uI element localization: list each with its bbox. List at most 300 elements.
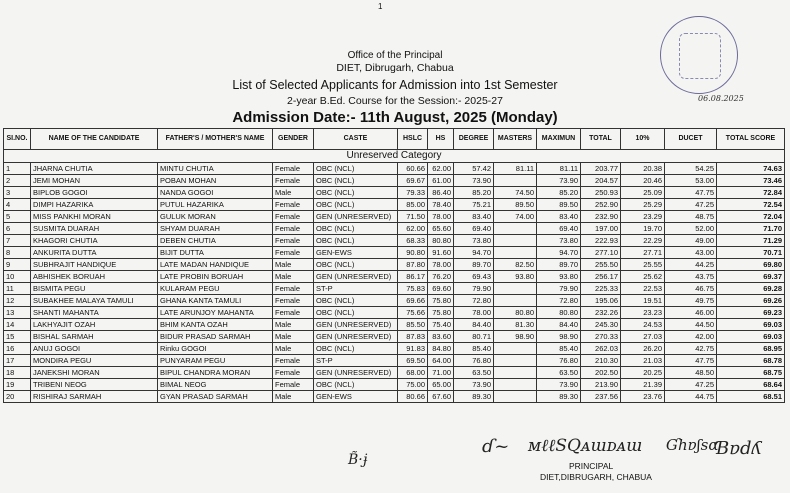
table-cell: BIMAL NEOG (158, 379, 273, 391)
table-row (4, 379, 785, 391)
table-cell: Female (273, 235, 314, 247)
table-cell: Male (273, 271, 314, 283)
table-cell: 73.90 (537, 175, 581, 187)
table-cell (494, 235, 537, 247)
table-cell: Female (273, 307, 314, 319)
table-cell: 52.00 (665, 223, 717, 235)
table-cell: 210.30 (581, 355, 621, 367)
table-cell: Rinku GOGOI (158, 343, 273, 355)
table-header-row (4, 129, 785, 150)
table-cell: PUTUL HAZARIKA (158, 199, 273, 211)
table-cell: BIPLOB GOGOI (31, 187, 158, 199)
table-cell: OBC (NCL) (314, 343, 398, 355)
table-cell: 16 (4, 343, 31, 355)
table-cell: 80.66 (398, 391, 428, 403)
table-cell: 270.33 (581, 331, 621, 343)
table-cell: JANEKSHI MORAN (31, 367, 158, 379)
table-cell: 73.46 (717, 175, 785, 187)
column-header: DEGREE (454, 129, 494, 150)
table-cell: 98.90 (494, 331, 537, 343)
table-cell: 69.37 (717, 271, 785, 283)
column-header: MAXIMUN (537, 129, 581, 150)
table-cell: 277.10 (581, 247, 621, 259)
table-row (4, 175, 785, 187)
table-cell: LAKHYAJIT OZAH (31, 319, 158, 331)
table-cell: 222.93 (581, 235, 621, 247)
table-cell: 73.90 (454, 175, 494, 187)
table-cell: 64.00 (428, 355, 454, 367)
table-cell: 65.60 (428, 223, 454, 235)
table-cell: 24.53 (621, 319, 665, 331)
table-cell: 87.80 (398, 259, 428, 271)
table-cell: 85.00 (398, 199, 428, 211)
table-cell: 63.50 (454, 367, 494, 379)
institution-title: DIET, Dibrugarh, Chabua (336, 62, 454, 74)
table-cell: 71.29 (717, 235, 785, 247)
table-cell: GEN (UNRESERVED) (314, 211, 398, 223)
table-cell: 44.75 (665, 391, 717, 403)
table-cell: 72.80 (537, 295, 581, 307)
table-cell: PUNYARAM PEGU (158, 355, 273, 367)
table-cell: OBC (NCL) (314, 187, 398, 199)
table-cell: 43.00 (665, 247, 717, 259)
table-cell: 27.03 (621, 331, 665, 343)
table-cell: 19.51 (621, 295, 665, 307)
table-cell: 68.51 (717, 391, 785, 403)
table-cell (494, 355, 537, 367)
table-cell: 25.62 (621, 271, 665, 283)
table-cell: SUBAKHEE MALAYA TAMULI (31, 295, 158, 307)
table-cell: BISMITA PEGU (31, 283, 158, 295)
table-cell: 202.50 (581, 367, 621, 379)
table-cell: OBC (NCL) (314, 259, 398, 271)
table-cell: 21.39 (621, 379, 665, 391)
table-cell: 85.20 (537, 187, 581, 199)
table-cell: OBC (NCL) (314, 199, 398, 211)
table-cell: 250.93 (581, 187, 621, 199)
table-cell: GYAN PRASAD SARMAH (158, 391, 273, 403)
table-cell: GEN-EWS (314, 247, 398, 259)
table-row (4, 295, 785, 307)
table-cell: SUBHRAJIT HANDIQUE (31, 259, 158, 271)
table-cell: MISS PANKHI MORAN (31, 211, 158, 223)
table-cell: 78.00 (428, 211, 454, 223)
course-title: 2-year B.Ed. Course for the Session:- 2025-27 (287, 95, 503, 107)
table-cell: BIJIT DUTTA (158, 247, 273, 259)
table-cell: GULUK MORAN (158, 211, 273, 223)
table-cell: 72.54 (717, 199, 785, 211)
table-cell: 23.29 (621, 211, 665, 223)
table-cell: LATE ARUNJOY MAHANTA (158, 307, 273, 319)
table-cell: Female (273, 175, 314, 187)
signature-2: ɗ~ (482, 436, 510, 457)
table-row (4, 391, 785, 403)
table-cell: 5 (4, 211, 31, 223)
table-cell: 60.66 (398, 163, 428, 175)
table-cell: 78.00 (428, 259, 454, 271)
table-cell: 6 (4, 223, 31, 235)
table-cell: 71.00 (428, 367, 454, 379)
table-cell: 262.03 (581, 343, 621, 355)
table-cell: 78.00 (454, 307, 494, 319)
table-cell: 69.60 (428, 283, 454, 295)
table-cell: Female (273, 295, 314, 307)
table-row (4, 259, 785, 271)
table-cell: 87.83 (398, 331, 428, 343)
table-cell: 25.09 (621, 187, 665, 199)
table-cell: KULARAM PEGU (158, 283, 273, 295)
table-row (4, 223, 785, 235)
table-cell: 69.26 (717, 295, 785, 307)
table-cell: 98.90 (537, 331, 581, 343)
table-cell: 19 (4, 379, 31, 391)
table-cell: 22.29 (621, 235, 665, 247)
table-cell: NANDA GOGOI (158, 187, 273, 199)
table-row (4, 283, 785, 295)
table-cell: 69.40 (537, 223, 581, 235)
table-cell: ANUJ GOGOI (31, 343, 158, 355)
category-label: Unreserved Category (4, 150, 785, 163)
table-cell: MINTU CHUTIA (158, 163, 273, 175)
table-cell: 73.80 (454, 235, 494, 247)
table-cell: Male (273, 259, 314, 271)
table-row (4, 355, 785, 367)
table-cell: TRIBENI NEOG (31, 379, 158, 391)
column-header: TOTAL SCORE (717, 129, 785, 150)
table-cell: 195.06 (581, 295, 621, 307)
table-cell: Female (273, 163, 314, 175)
table-cell: 18 (4, 367, 31, 379)
table-cell: 80.80 (537, 307, 581, 319)
signature-5: Ɓɐdʎ (716, 438, 762, 459)
table-cell: 44.50 (665, 319, 717, 331)
table-row (4, 271, 785, 283)
table-cell: Male (273, 187, 314, 199)
table-cell: 203.77 (581, 163, 621, 175)
column-header: GENDER (273, 129, 314, 150)
table-cell: 47.75 (665, 355, 717, 367)
table-cell: 72.80 (454, 295, 494, 307)
table-cell: 73.90 (454, 379, 494, 391)
table-cell: 93.80 (494, 271, 537, 283)
table-cell: 67.60 (428, 391, 454, 403)
table-cell: 75.00 (398, 379, 428, 391)
table-cell (494, 379, 537, 391)
table-cell: RISHIRAJ SARMAH (31, 391, 158, 403)
table-cell: 75.83 (398, 283, 428, 295)
table-row (4, 211, 785, 223)
table-cell: 76.80 (454, 355, 494, 367)
table-cell: 72.84 (717, 187, 785, 199)
table-cell: 85.20 (454, 187, 494, 199)
table-cell: 53.00 (665, 175, 717, 187)
table-cell: 85.50 (398, 319, 428, 331)
table-cell: 84.80 (428, 343, 454, 355)
table-cell: 89.50 (494, 199, 537, 211)
table-cell: 83.40 (537, 211, 581, 223)
table-cell (494, 367, 537, 379)
table-cell: OBC (NCL) (314, 235, 398, 247)
table-cell: 74.63 (717, 163, 785, 175)
table-row (4, 367, 785, 379)
table-cell: 76.20 (428, 271, 454, 283)
table-cell: 48.50 (665, 367, 717, 379)
table-cell: 232.26 (581, 307, 621, 319)
table-cell: SHANTI MAHANTA (31, 307, 158, 319)
table-cell: KHAGORI CHUTIA (31, 235, 158, 247)
table-cell: 69.40 (454, 223, 494, 235)
table-cell: 68.00 (398, 367, 428, 379)
table-cell: 69.67 (398, 175, 428, 187)
table-cell: 91.83 (398, 343, 428, 355)
table-cell: 27.71 (621, 247, 665, 259)
table-cell: 8 (4, 247, 31, 259)
table-cell: Female (273, 223, 314, 235)
table-cell: 75.66 (398, 307, 428, 319)
table-cell: 9 (4, 259, 31, 271)
table-cell: 7 (4, 235, 31, 247)
table-cell: 71.50 (398, 211, 428, 223)
table-cell: 48.75 (665, 211, 717, 223)
table-cell: GHANA KANTA TAMULI (158, 295, 273, 307)
table-cell: 17 (4, 355, 31, 367)
table-cell: Female (273, 355, 314, 367)
table-cell: 69.23 (717, 307, 785, 319)
table-cell: 75.80 (428, 295, 454, 307)
table-cell: 245.30 (581, 319, 621, 331)
table-cell: 15 (4, 331, 31, 343)
office-title: Office of the Principal (347, 50, 443, 61)
table-cell: 69.80 (717, 259, 785, 271)
office-seal-stamp (660, 16, 738, 94)
table-cell: JEMI MOHAN (31, 175, 158, 187)
table-cell: GEN (UNRESERVED) (314, 331, 398, 343)
table-cell: 1 (4, 163, 31, 175)
table-cell: OBC (NCL) (314, 175, 398, 187)
table-cell: ST-P (314, 283, 398, 295)
seal-date: 06.08.2025 (698, 94, 744, 103)
table-cell: 237.56 (581, 391, 621, 403)
table-cell: 42.00 (665, 331, 717, 343)
column-header: FATHER'S / MOTHER'S NAME (158, 129, 273, 150)
table-cell: OBC (NCL) (314, 223, 398, 235)
table-cell: 3 (4, 187, 31, 199)
table-cell: GEN (UNRESERVED) (314, 319, 398, 331)
table-cell: Female (273, 199, 314, 211)
page-number: 1 (378, 2, 383, 11)
table-cell: 69.03 (717, 331, 785, 343)
table-cell: 74.50 (494, 187, 537, 199)
table-cell: 43.75 (665, 271, 717, 283)
table-cell: SHYAM DUARAH (158, 223, 273, 235)
table-cell: 89.70 (537, 259, 581, 271)
table-cell: 79.90 (454, 283, 494, 295)
table-cell: 47.75 (665, 187, 717, 199)
column-header: TOTAL (581, 129, 621, 150)
table-cell: BIDUR PRASAD SARMAH (158, 331, 273, 343)
table-cell: 89.50 (537, 199, 581, 211)
table-cell: Female (273, 211, 314, 223)
table-cell: 83.40 (454, 211, 494, 223)
category-row (4, 150, 785, 163)
table-cell: 91.60 (428, 247, 454, 259)
principal-label: PRINCIPAL (569, 461, 614, 471)
table-cell: 47.25 (665, 199, 717, 211)
table-row (4, 343, 785, 355)
table-cell: 69.43 (454, 271, 494, 283)
table-row (4, 307, 785, 319)
table-cell: GEN-EWS (314, 391, 398, 403)
column-header: NAME OF THE CANDIDATE (31, 129, 158, 150)
table-cell: 86.40 (428, 187, 454, 199)
table-cell: 80.71 (454, 331, 494, 343)
table-row (4, 187, 785, 199)
column-header: HS (428, 129, 454, 150)
table-cell: Female (273, 367, 314, 379)
table-cell: 225.33 (581, 283, 621, 295)
table-cell: 57.42 (454, 163, 494, 175)
table-cell: 68.78 (717, 355, 785, 367)
table-cell: Female (273, 379, 314, 391)
table-cell: 44.25 (665, 259, 717, 271)
column-header: HSLC (398, 129, 428, 150)
table-cell: 73.80 (537, 235, 581, 247)
table-cell: 93.80 (537, 271, 581, 283)
table-cell: 63.50 (537, 367, 581, 379)
table-cell: 69.66 (398, 295, 428, 307)
table-cell: 74.00 (494, 211, 537, 223)
table-cell: 10 (4, 271, 31, 283)
table-cell: 252.90 (581, 199, 621, 211)
table-cell: 197.00 (581, 223, 621, 235)
table-cell: BHIM KANTA OZAH (158, 319, 273, 331)
table-cell (494, 343, 537, 355)
table-cell: OBC (NCL) (314, 379, 398, 391)
signature-4: Ɠhɐʃsɑ (666, 436, 719, 454)
table-cell: 46.75 (665, 283, 717, 295)
admission-date: Admission Date:- 11th August, 2025 (Monday) (232, 109, 558, 126)
table-cell: 23.76 (621, 391, 665, 403)
table-cell: SUSMITA DUARAH (31, 223, 158, 235)
table-cell: 89.30 (454, 391, 494, 403)
table-cell: 14 (4, 319, 31, 331)
table-cell: 75.40 (428, 319, 454, 331)
table-cell: 69.03 (717, 319, 785, 331)
table-cell: 80.80 (494, 307, 537, 319)
table-cell: 68.95 (717, 343, 785, 355)
table-cell: ANKURITA DUTTA (31, 247, 158, 259)
table-row (4, 199, 785, 211)
table-cell (494, 223, 537, 235)
table-cell: 73.90 (537, 379, 581, 391)
column-header: SI.NO. (4, 129, 31, 150)
office-label: DIET,DIBRUGARH, CHABUA (540, 472, 652, 482)
table-cell: 65.00 (428, 379, 454, 391)
table-cell: 61.00 (428, 175, 454, 187)
table-cell: 13 (4, 307, 31, 319)
column-header: MASTERS (494, 129, 537, 150)
table-cell: 75.21 (454, 199, 494, 211)
table-cell: 46.00 (665, 307, 717, 319)
table-cell: 4 (4, 199, 31, 211)
table-cell: OBC (NCL) (314, 307, 398, 319)
table-cell: OBC (NCL) (314, 295, 398, 307)
table-cell: Male (273, 319, 314, 331)
column-header: CASTE (314, 129, 398, 150)
table-cell: 81.30 (494, 319, 537, 331)
table-cell: 21.03 (621, 355, 665, 367)
table-cell: DIMPI HAZARIKA (31, 199, 158, 211)
table-cell: 85.40 (454, 343, 494, 355)
table-row (4, 235, 785, 247)
table-cell: GEN (UNRESERVED) (314, 367, 398, 379)
table-cell: 62.00 (398, 223, 428, 235)
table-cell: 90.80 (398, 247, 428, 259)
table-cell: 70.71 (717, 247, 785, 259)
table-cell: 69.28 (717, 283, 785, 295)
table-cell: 80.80 (428, 235, 454, 247)
table-cell: BIPUL CHANDRA MORAN (158, 367, 273, 379)
table-cell: 12 (4, 295, 31, 307)
table-cell: 20 (4, 391, 31, 403)
table-cell: 49.00 (665, 235, 717, 247)
table-cell: 76.80 (537, 355, 581, 367)
principal-signature: ᴍℓℓSQᴀɯᴅᴀɯ (528, 436, 643, 456)
table-cell: 54.25 (665, 163, 717, 175)
table-row (4, 247, 785, 259)
table-cell: Female (273, 283, 314, 295)
column-header: DUCET (665, 129, 717, 150)
table-cell: 20.46 (621, 175, 665, 187)
table-cell: 94.70 (537, 247, 581, 259)
table-cell (494, 295, 537, 307)
table-cell: 79.33 (398, 187, 428, 199)
signature-1: B̃·ɉ (348, 452, 368, 468)
table-cell: 213.90 (581, 379, 621, 391)
table-row (4, 331, 785, 343)
table-cell: Male (273, 343, 314, 355)
list-title: List of Selected Applicants for Admission into 1st Semester (232, 78, 558, 92)
table-cell: Male (273, 331, 314, 343)
table-cell (494, 247, 537, 259)
applicants-table (3, 128, 785, 403)
table-cell: MONDIRA PEGU (31, 355, 158, 367)
table-cell: 47.25 (665, 379, 717, 391)
table-cell: 68.64 (717, 379, 785, 391)
table-cell: 25.55 (621, 259, 665, 271)
table-cell: 71.70 (717, 223, 785, 235)
table-cell (494, 283, 537, 295)
table-cell: 11 (4, 283, 31, 295)
table-cell: LATE PROBIN BORUAH (158, 271, 273, 283)
table-cell: 78.40 (428, 199, 454, 211)
table-cell: 94.70 (454, 247, 494, 259)
table-cell: GEN (UNRESERVED) (314, 271, 398, 283)
table-cell: 83.60 (428, 331, 454, 343)
table-cell: LATE MADAN HANDIQUE (158, 259, 273, 271)
table-cell (494, 391, 537, 403)
table-cell: DEBEN CHUTIA (158, 235, 273, 247)
table-cell: OBC (NCL) (314, 163, 398, 175)
table-cell: 62.00 (428, 163, 454, 175)
table-cell: 25.29 (621, 199, 665, 211)
table-cell: 256.17 (581, 271, 621, 283)
table-cell: POBAN MOHAN (158, 175, 273, 187)
table-cell: ST-P (314, 355, 398, 367)
table-cell: ABHISHEK BORUAH (31, 271, 158, 283)
table-cell: 26.20 (621, 343, 665, 355)
table-cell: 79.90 (537, 283, 581, 295)
